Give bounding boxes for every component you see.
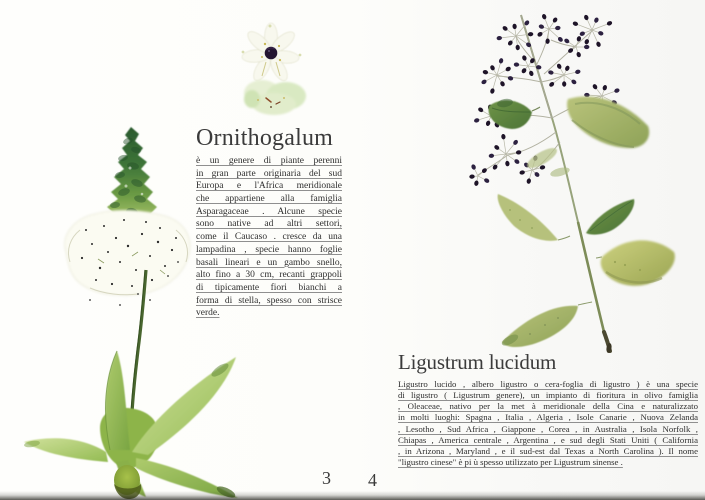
body-text-line: di ligustro ( Ligustrum genere), un impianto di fioritura in olivo famiglia <box>398 390 698 401</box>
body-text-line: di tipicamente fiori bianchi a <box>196 282 342 293</box>
body-text-line: alto fino a 30 cm, recanti grappoli <box>196 270 342 281</box>
body-text-line: che appartiene alla famiglia <box>196 194 342 205</box>
book-bottom-edge-shadow <box>0 491 705 500</box>
right-page-body <box>398 379 698 468</box>
branch-leaves <box>488 96 674 347</box>
body-text-line: Ligustro lucido , albero ligustro o cera-foglia di ligustro ) è una specie <box>398 379 698 389</box>
body-text-line: in gran parte originaria del sud <box>196 168 342 179</box>
right-page-title: Ligustrum lucidum <box>398 350 557 374</box>
white-flower-raceme <box>65 210 190 306</box>
left-page-number: 3 <box>322 468 331 488</box>
left-page-title: Ornithogalum <box>196 125 334 151</box>
body-text-line: Chiapas , America centrale , Argentina , e sud degli Stati Uniti ( California <box>398 434 698 445</box>
body-text-line: "ligustro cinese" è pi ù spesso utilizzato per Ligustrum sinense . <box>398 456 623 467</box>
body-text-line: lampadina , specie hanno foglie <box>196 244 342 255</box>
left-page-body <box>196 155 342 320</box>
right-page-number: 4 <box>368 470 377 490</box>
body-text-line: verde. <box>196 308 220 319</box>
body-text-line: , Lesotho , Sud Africa , Giappone , Corea , in Australia , Isola Norfolk , <box>398 423 698 434</box>
body-text-line: in molti luoghi: Spagna , Italia , Algeria , Isole Canarie , Nuova Zelanda <box>398 412 698 423</box>
branch-stem <box>478 15 612 353</box>
body-text-line: basali lineari e un gambo snello, <box>196 257 342 268</box>
body-text-line: Asparagaceae . Alcune specie <box>196 206 342 217</box>
flower-closeup <box>242 23 306 115</box>
body-text-line: forma di stella, spesso con strisce <box>196 295 342 306</box>
body-text-line: come il Caucaso . cresce da una <box>196 232 342 243</box>
body-text-line: è un genere di piante perenni <box>196 156 342 166</box>
body-text-line: sono native ad altri settori, <box>196 219 342 230</box>
body-text-line: , Oleaceae, nativo per la met à meridionale della Cina e naturalizzato <box>398 401 698 412</box>
body-text-line: Europa e l'Africa meridionale <box>196 181 342 192</box>
ligustrum-illustration <box>469 13 675 353</box>
body-text-line: , in Arizona , Maryland , e il sud-est dal Texas a North Carolina ). Il nome <box>398 445 698 456</box>
